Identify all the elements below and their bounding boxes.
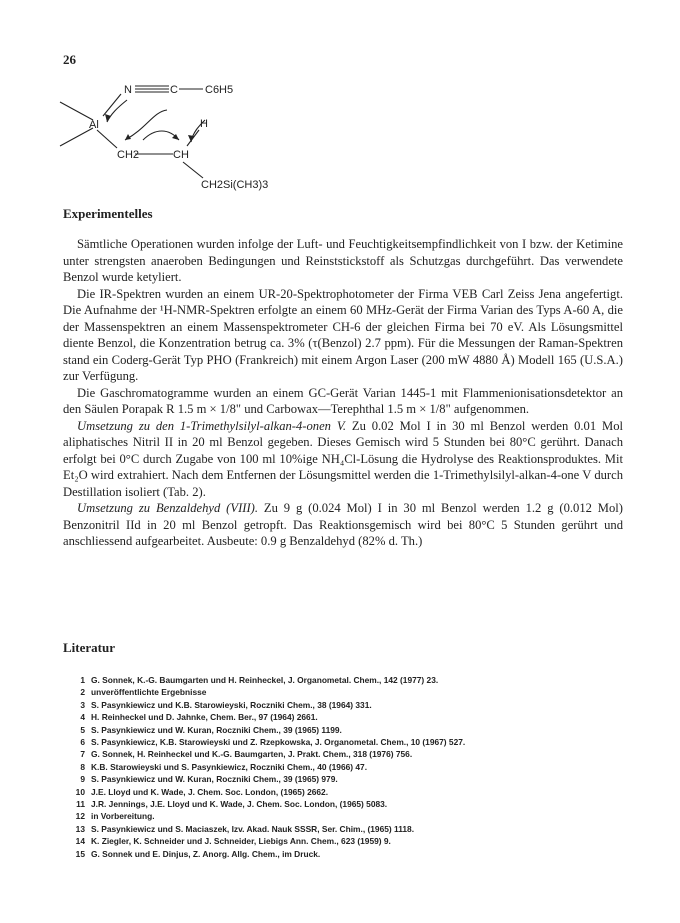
reference-item xyxy=(63,810,623,822)
page-number: 26 xyxy=(63,52,76,67)
reference-number: 13 xyxy=(75,823,85,834)
reference-text: H. Reinheckel und D. Jahnke, Chem. Ber., 97 (1964) 2661. xyxy=(91,712,318,723)
reference-item xyxy=(63,711,623,723)
reference-number: 5 xyxy=(80,724,85,735)
reaction-mechanism-scheme xyxy=(55,70,315,200)
reference-number: 2 xyxy=(80,687,85,698)
reference-item xyxy=(63,674,623,686)
paragraph-operations: Sämtliche Operationen wurden infolge der Luft- und Feuchtigkeitsempfindlichkeit von I bzw. der Ketimine unter strengsten anaeroben Bedingungen und Reinststickstoff als Schutzgas durchgeführt. Das verwendete Benzol wurde ketyliert. xyxy=(63,237,623,284)
reference-item xyxy=(63,699,623,711)
reference-text: S. Pasynkiewicz und K.B. Starowieyski, Roczniki Chem., 38 (1964) 331. xyxy=(91,699,372,710)
reference-item xyxy=(63,773,623,785)
reference-item xyxy=(63,724,623,736)
paragraph-gas-chromatography: Die Gaschromatogramme wurden an einem GC-Gerät Varian 1445-1 mit Flammenionisationsdetektor an den Säulen Porapak R 1.5 m × 1/8" und Carbowax—Terephthal 1.5 m × 1/8" aufgenommen. xyxy=(63,385,623,416)
reference-number: 8 xyxy=(80,761,85,772)
reference-list xyxy=(63,674,623,860)
reference-text: K. Ziegler, K. Schneider und J. Schneider, Liebigs Ann. Chem., 623 (1959) 9. xyxy=(91,836,391,847)
reference-text: G. Sonnek, K.-G. Baumgarten und H. Reinheckel, J. Organometal. Chem., 142 (1977) 23. xyxy=(91,675,439,685)
reference-number: 6 xyxy=(80,737,85,748)
reference-text: S. Pasynkiewicz und W. Kuran, Roczniki Chem., 39 (1965) 979. xyxy=(91,774,338,785)
reference-text: S. Pasynkiewicz und W. Kuran, Roczniki Chem., 39 (1965) 1199. xyxy=(91,724,342,735)
reference-number: 1 xyxy=(80,675,85,685)
scheme-label-ch2: CH2 xyxy=(117,149,140,161)
scheme-label-ch2si: CH2Si(CH3)3 xyxy=(201,179,269,191)
scheme-label-h: H xyxy=(200,118,208,130)
procedure-alkanones-text: Zu 0.02 Mol I in 30 ml Benzol werden 0.01 Mol aliphatisches Nitril II in 20 ml Benzol gegeben. Dieses Gemisch wird 5 Stunden bei 80°C gerührt. Danach erfolgt bei 0°C durch Zugabe von 100 ml 10%ige NH₄Cl-Lösung die Hydrolyse des Reaktionsproduktes. Mit Et₂O wird extrahiert. Nach dem Entfernen der Lösungsmittel werden die 1-Trimethylsilyl-alkan-4-one V durch Destillation isoliert (Tab. 2). xyxy=(63,418,623,499)
scheme-label-al: Al xyxy=(89,119,99,131)
scheme-label-c: C xyxy=(170,84,178,96)
reference-item xyxy=(63,798,623,810)
reference-text: G. Sonnek und E. Dinjus, Z. Anorg. Allg. Chem., im Druck. xyxy=(91,848,321,859)
reference-item xyxy=(63,736,623,748)
reference-number: 4 xyxy=(80,712,85,723)
reference-text: G. Sonnek, H. Reinheckel und K.-G. Baumgarten, J. Prakt. Chem., 318 (1976) 756. xyxy=(91,749,413,760)
reference-number: 15 xyxy=(75,848,85,859)
reference-text: K.B. Starowieyski und S. Pasynkiewicz, Roczniki Chem., 40 (1966) 47. xyxy=(91,761,368,772)
reference-number: 11 xyxy=(76,799,85,810)
paragraph-spectra: Die IR-Spektren wurden an einem UR-20-Spektrophotometer der Firma VEB Carl Zeiss Jena angefertigt. Die Aufnahme der ¹H-NMR-Spektren erfolgte an einem 60 MHz-Gerät der Firma Varian des Typs A-60 A, die der Massenspektren an einem Massenspektrometer CH-6 der gleichen Firma bei 70 eV. Als Lösungsmittel diente Benzol, die Konzentration betrug ca. 3% (τ(Benzol) 2.7 ppm). Für die Messungen der Raman-Spektren stand ein Coderg-Gerät Typ PHO (Frankreich) mit einem Argon Laser (200 mW 4880 Å) Modell 165 (U.S.A.) zur Verfügung. xyxy=(63,286,623,383)
procedure-benzaldehyde-text: Zu 9 g (0.024 Mol) I in 30 ml Benzol werden 1.2 g (0.012 Mol) Benzonitril IId in 20 ml Benzol getropft. Das Reaktionsgemisch wird bei 80°C 5 Stunden gerührt und anschliessend aufgearbeitet. Ausbeute: 0.9 g Benzaldehyd (82% d. Th.) xyxy=(63,501,623,548)
reference-number: 10 xyxy=(75,786,85,797)
experimental-heading: Experimentelles xyxy=(63,206,153,221)
reference-text: J.R. Jennings, J.E. Lloyd und K. Wade, J. Chem. Soc. London, (1965) 5083. xyxy=(91,799,388,810)
procedure-benzaldehyde-title: Umsetzung zu Benzaldehyd (VIII). xyxy=(77,501,258,515)
procedure-alkanones-title: Umsetzung zu den 1-Trimethylsilyl-alkan-4-onen V. xyxy=(77,418,347,433)
reference-text: J.E. Lloyd und K. Wade, J. Chem. Soc. London, (1965) 2662. xyxy=(91,786,329,797)
reference-item xyxy=(63,686,623,698)
reference-item xyxy=(63,786,623,798)
reference-text: S. Pasynkiewicz, K.B. Starowieyski und Z. Rzepkowska, J. Organometal. Chem., 10 (1967) 527. xyxy=(91,737,466,748)
scheme-label-ch: CH xyxy=(173,149,189,161)
experimental-body xyxy=(63,236,623,550)
reference-item xyxy=(63,848,623,860)
reference-text: S. Pasynkiewicz und S. Maciaszek, Izv. Akad. Nauk SSSR, Ser. Chim., (1965) 1118. xyxy=(91,823,415,834)
scheme-label-n: N xyxy=(124,84,132,96)
paragraph-procedure-benzaldehyde xyxy=(63,500,623,550)
reference-text: in Vorbereitung. xyxy=(91,811,155,822)
reference-item xyxy=(63,748,623,760)
reference-number: 14 xyxy=(75,836,85,847)
scheme-label-c6h5: C6H5 xyxy=(205,84,234,96)
reference-number: 12 xyxy=(75,811,85,822)
literature-heading: Literatur xyxy=(63,640,115,655)
reference-text: unveröffentlichte Ergebnisse xyxy=(91,687,207,698)
reference-number: 7 xyxy=(80,749,85,760)
reference-number: 9 xyxy=(80,774,85,785)
paragraph-procedure-alkanones xyxy=(63,418,623,501)
reference-item xyxy=(63,835,623,847)
reference-number: 3 xyxy=(80,699,85,710)
reference-item xyxy=(63,761,623,773)
reference-item xyxy=(63,823,623,835)
